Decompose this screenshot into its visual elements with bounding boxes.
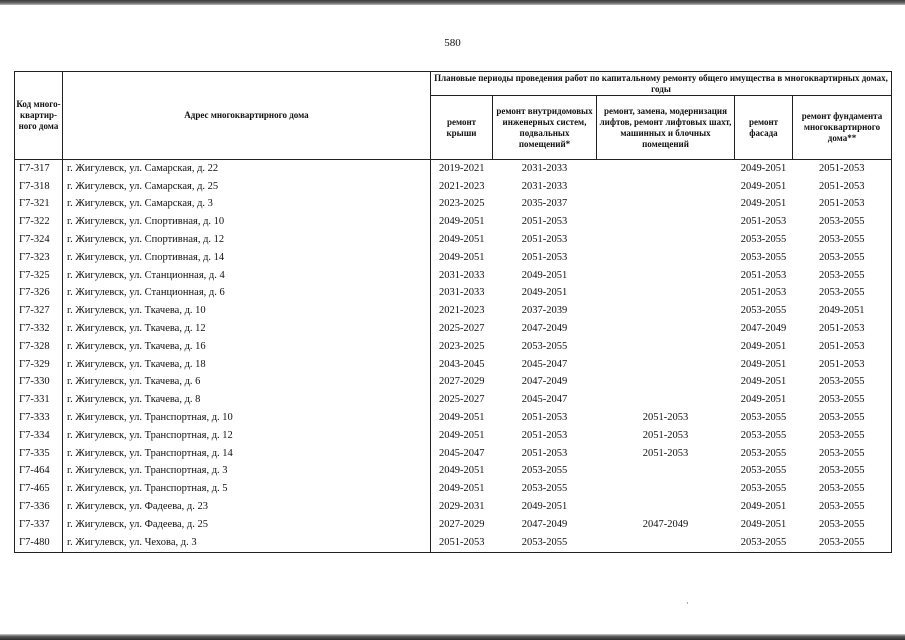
cell-code: Г7-464 bbox=[15, 463, 63, 481]
cell-address: г. Жигулевск, ул. Самарская, д. 3 bbox=[63, 196, 431, 214]
table-row bbox=[15, 516, 892, 534]
cell-code: Г7-480 bbox=[15, 534, 63, 552]
table-row bbox=[15, 463, 892, 481]
cell-facade: 2049-2051 bbox=[740, 162, 787, 174]
cell-systems: 2049-2051 bbox=[521, 269, 568, 281]
cell-facade: 2049-2051 bbox=[740, 198, 787, 210]
cell-foundation: 2051-2053 bbox=[793, 320, 892, 338]
table-row bbox=[15, 320, 892, 338]
cell-foundation: 2053-2055 bbox=[793, 213, 892, 231]
cell-address: г. Жигулевск, ул. Транспортная, д. 5 bbox=[63, 480, 431, 498]
cell-address: г. Жигулевск, ул. Спортивная, д. 10 bbox=[63, 213, 431, 231]
cell-elevators: 2051-2053 bbox=[642, 429, 689, 441]
cell-elevators bbox=[597, 231, 735, 249]
cell-elevators bbox=[597, 391, 735, 409]
table-row bbox=[15, 445, 892, 463]
cell-code: Г7-322 bbox=[15, 213, 63, 231]
cell-facade: 2053-2055 bbox=[740, 429, 787, 441]
cell-roof: 2029-2031 bbox=[431, 498, 493, 516]
cell-code: Г7-465 bbox=[15, 480, 63, 498]
cell-systems: 2053-2055 bbox=[521, 340, 568, 352]
cell-foundation: 2053-2055 bbox=[793, 231, 892, 249]
cell-systems: 2035-2037 bbox=[521, 198, 568, 210]
cell-facade: 2053-2055 bbox=[740, 305, 787, 317]
table-header bbox=[15, 72, 892, 160]
header-foundation: ремонт фундамента многоквартирного дома** bbox=[793, 96, 892, 160]
cell-systems: 2051-2053 bbox=[521, 447, 568, 459]
cell-facade: 2049-2051 bbox=[740, 394, 787, 406]
cell-address: г. Жигулевск, ул. Станционная, д. 4 bbox=[63, 267, 431, 285]
cell-foundation: 2049-2051 bbox=[793, 302, 892, 320]
cell-roof: 2023-2025 bbox=[431, 196, 493, 214]
cell-code: Г7-332 bbox=[15, 320, 63, 338]
cell-elevators bbox=[597, 480, 735, 498]
cell-code: Г7-336 bbox=[15, 498, 63, 516]
table-row bbox=[15, 374, 892, 392]
cell-address: г. Жигулевск, ул. Фадеева, д. 23 bbox=[63, 498, 431, 516]
cell-facade: 2049-2051 bbox=[740, 340, 787, 352]
cell-foundation: 2051-2053 bbox=[793, 356, 892, 374]
cell-roof: 2051-2053 bbox=[431, 534, 493, 552]
cell-address: г. Жигулевск, ул. Ткачева, д. 10 bbox=[63, 302, 431, 320]
cell-code: Г7-330 bbox=[15, 374, 63, 392]
cell-foundation: 2053-2055 bbox=[793, 480, 892, 498]
cell-roof: 2031-2033 bbox=[431, 267, 493, 285]
table-row bbox=[15, 498, 892, 516]
header-facade: ремонт фасада bbox=[735, 96, 793, 160]
cell-address: г. Жигулевск, ул. Транспортная, д. 12 bbox=[63, 427, 431, 445]
cell-roof: 2027-2029 bbox=[431, 516, 493, 534]
cell-roof: 2027-2029 bbox=[431, 374, 493, 392]
cell-elevators bbox=[597, 249, 735, 267]
repair-schedule-table bbox=[14, 71, 892, 553]
cell-elevators bbox=[597, 285, 735, 303]
header-elevators: ремонт, замена, модернизация лифтов, ремонт лифтовых шахт, машинных и блочных помещений bbox=[597, 96, 735, 160]
cell-address: г. Жигулевск, ул. Самарская, д. 25 bbox=[63, 178, 431, 196]
cell-facade: 2053-2055 bbox=[740, 483, 787, 495]
table-row bbox=[15, 267, 892, 285]
cell-facade: 2053-2055 bbox=[740, 412, 787, 424]
table-body bbox=[15, 160, 892, 553]
cell-code: Г7-335 bbox=[15, 445, 63, 463]
cell-systems: 2051-2053 bbox=[521, 234, 568, 246]
cell-code: Г7-327 bbox=[15, 302, 63, 320]
cell-address: г. Жигулевск, ул. Самарская, д. 22 bbox=[63, 160, 431, 178]
cell-roof: 2031-2033 bbox=[431, 285, 493, 303]
table-row bbox=[15, 285, 892, 303]
cell-elevators: 2051-2053 bbox=[642, 447, 689, 459]
cell-roof: 2021-2023 bbox=[431, 178, 493, 196]
cell-code: Г7-318 bbox=[15, 178, 63, 196]
cell-foundation: 2053-2055 bbox=[793, 427, 892, 445]
cell-facade: 2049-2051 bbox=[740, 376, 787, 388]
cell-address: г. Жигулевск, ул. Фадеева, д. 25 bbox=[63, 516, 431, 534]
cell-address: г. Жигулевск, ул. Транспортная, д. 14 bbox=[63, 445, 431, 463]
cell-foundation: 2053-2055 bbox=[793, 374, 892, 392]
cell-roof: 2049-2051 bbox=[431, 213, 493, 231]
cell-roof: 2049-2051 bbox=[431, 249, 493, 267]
cell-address: г. Жигулевск, ул. Спортивная, д. 14 bbox=[63, 249, 431, 267]
cell-code: Г7-329 bbox=[15, 356, 63, 374]
cell-foundation: 2053-2055 bbox=[793, 285, 892, 303]
cell-facade: 2051-2053 bbox=[740, 269, 787, 281]
cell-systems: 2051-2053 bbox=[521, 412, 568, 424]
cell-elevators bbox=[597, 320, 735, 338]
cell-systems: 2037-2039 bbox=[521, 305, 568, 317]
scan-edge-top bbox=[0, 0, 905, 5]
cell-code: Г7-326 bbox=[15, 285, 63, 303]
cell-facade: 2053-2055 bbox=[740, 234, 787, 246]
cell-code: Г7-324 bbox=[15, 231, 63, 249]
cell-address: г. Жигулевск, ул. Ткачева, д. 18 bbox=[63, 356, 431, 374]
cell-code: Г7-321 bbox=[15, 196, 63, 214]
cell-facade: 2049-2051 bbox=[740, 180, 787, 192]
cell-facade: 2049-2051 bbox=[740, 501, 787, 513]
cell-roof: 2025-2027 bbox=[431, 320, 493, 338]
cell-facade: 2053-2055 bbox=[740, 465, 787, 477]
cell-systems: 2053-2055 bbox=[521, 465, 568, 477]
cell-facade: 2049-2051 bbox=[740, 518, 787, 530]
cell-elevators bbox=[597, 213, 735, 231]
cell-foundation: 2053-2055 bbox=[793, 498, 892, 516]
cell-elevators bbox=[597, 267, 735, 285]
header-code: Код много-квартир-ного дома bbox=[15, 72, 63, 160]
cell-systems: 2031-2033 bbox=[521, 162, 568, 174]
cell-systems: 2045-2047 bbox=[521, 358, 568, 370]
cell-code: Г7-323 bbox=[15, 249, 63, 267]
cell-systems: 2053-2055 bbox=[521, 483, 568, 495]
cell-address: г. Жигулевск, ул. Чехова, д. 3 bbox=[63, 534, 431, 552]
header-roof: ремонт крыши bbox=[431, 96, 493, 160]
table-row bbox=[15, 249, 892, 267]
cell-roof: 2045-2047 bbox=[431, 445, 493, 463]
header-periods-group: Плановые периоды проведения работ по капитальному ремонту общего имущества в многоквартирных домах, годы bbox=[431, 72, 892, 96]
scan-speck: · bbox=[686, 598, 689, 608]
cell-systems: 2045-2047 bbox=[521, 394, 568, 406]
header-address: Адрес многоквартирного дома bbox=[63, 72, 431, 160]
cell-facade: 2053-2055 bbox=[735, 534, 793, 552]
cell-systems: 2053-2055 bbox=[493, 534, 597, 552]
cell-code: Г7-331 bbox=[15, 391, 63, 409]
cell-facade: 2049-2051 bbox=[740, 358, 787, 370]
table-row bbox=[15, 178, 892, 196]
cell-systems: 2049-2051 bbox=[521, 501, 568, 513]
table-row bbox=[15, 480, 892, 498]
cell-roof: 2025-2027 bbox=[431, 391, 493, 409]
scan-edge-bottom bbox=[0, 634, 905, 640]
cell-systems: 2051-2053 bbox=[521, 216, 568, 228]
header-systems: ремонт внутридомовых инженерных систем, подвальных помещений* bbox=[493, 96, 597, 160]
cell-elevators bbox=[597, 196, 735, 214]
cell-foundation: 2053-2055 bbox=[793, 445, 892, 463]
cell-systems: 2051-2053 bbox=[521, 251, 568, 263]
cell-roof: 2049-2051 bbox=[431, 427, 493, 445]
cell-foundation: 2053-2055 bbox=[793, 534, 892, 552]
cell-elevators bbox=[597, 178, 735, 196]
table-row bbox=[15, 160, 892, 178]
table-row bbox=[15, 213, 892, 231]
cell-facade: 2047-2049 bbox=[740, 323, 787, 335]
cell-roof: 2049-2051 bbox=[431, 463, 493, 481]
cell-roof: 2049-2051 bbox=[431, 231, 493, 249]
cell-systems: 2031-2033 bbox=[521, 180, 568, 192]
cell-foundation: 2051-2053 bbox=[793, 338, 892, 356]
cell-address: г. Жигулевск, ул. Транспортная, д. 3 bbox=[63, 463, 431, 481]
cell-elevators bbox=[597, 338, 735, 356]
cell-systems: 2047-2049 bbox=[521, 376, 568, 388]
table-row bbox=[15, 338, 892, 356]
cell-code: Г7-328 bbox=[15, 338, 63, 356]
table-row bbox=[15, 231, 892, 249]
cell-code: Г7-333 bbox=[15, 409, 63, 427]
cell-elevators bbox=[597, 374, 735, 392]
cell-systems: 2049-2051 bbox=[521, 287, 568, 299]
cell-address: г. Жигулевск, ул. Ткачева, д. 16 bbox=[63, 338, 431, 356]
cell-code: Г7-337 bbox=[15, 516, 63, 534]
cell-roof: 2021-2023 bbox=[431, 302, 493, 320]
cell-foundation: 2053-2055 bbox=[793, 267, 892, 285]
cell-roof: 2049-2051 bbox=[431, 409, 493, 427]
table-row bbox=[15, 302, 892, 320]
cell-foundation: 2051-2053 bbox=[793, 160, 892, 178]
cell-code: Г7-325 bbox=[15, 267, 63, 285]
cell-address: г. Жигулевск, ул. Ткачева, д. 12 bbox=[63, 320, 431, 338]
cell-systems: 2047-2049 bbox=[521, 518, 568, 530]
cell-roof: 2023-2025 bbox=[431, 338, 493, 356]
cell-elevators bbox=[597, 534, 735, 552]
cell-address: г. Жигулевск, ул. Ткачева, д. 6 bbox=[63, 374, 431, 392]
cell-address: г. Жигулевск, ул. Транспортная, д. 10 bbox=[63, 409, 431, 427]
table-row bbox=[15, 391, 892, 409]
cell-facade: 2051-2053 bbox=[740, 287, 787, 299]
table-row bbox=[15, 534, 892, 552]
cell-foundation: 2053-2055 bbox=[793, 463, 892, 481]
cell-facade: 2053-2055 bbox=[740, 447, 787, 459]
cell-foundation: 2051-2053 bbox=[793, 178, 892, 196]
cell-foundation: 2053-2055 bbox=[793, 516, 892, 534]
cell-facade: 2051-2053 bbox=[740, 216, 787, 228]
table-row bbox=[15, 356, 892, 374]
cell-elevators bbox=[597, 463, 735, 481]
cell-roof: 2043-2045 bbox=[431, 356, 493, 374]
cell-foundation: 2053-2055 bbox=[793, 391, 892, 409]
cell-elevators bbox=[597, 498, 735, 516]
table-row bbox=[15, 196, 892, 214]
cell-address: г. Жигулевск, ул. Спортивная, д. 12 bbox=[63, 231, 431, 249]
cell-roof: 2049-2051 bbox=[431, 480, 493, 498]
cell-foundation: 2051-2053 bbox=[793, 196, 892, 214]
cell-elevators: 2047-2049 bbox=[642, 518, 689, 530]
page-number: 580 bbox=[444, 37, 461, 49]
cell-address: г. Жигулевск, ул. Ткачева, д. 8 bbox=[63, 391, 431, 409]
cell-code: Г7-334 bbox=[15, 427, 63, 445]
cell-foundation: 2053-2055 bbox=[793, 409, 892, 427]
cell-systems: 2047-2049 bbox=[521, 323, 568, 335]
cell-facade: 2053-2055 bbox=[740, 251, 787, 263]
cell-roof: 2019-2021 bbox=[431, 160, 493, 178]
cell-elevators bbox=[597, 302, 735, 320]
cell-elevators bbox=[597, 160, 735, 178]
cell-elevators bbox=[597, 356, 735, 374]
cell-address: г. Жигулевск, ул. Станционная, д. 6 bbox=[63, 285, 431, 303]
cell-systems: 2051-2053 bbox=[521, 429, 568, 441]
cell-code: Г7-317 bbox=[15, 160, 63, 178]
table-row bbox=[15, 427, 892, 445]
table-row bbox=[15, 409, 892, 427]
cell-foundation: 2053-2055 bbox=[793, 249, 892, 267]
cell-elevators: 2051-2053 bbox=[642, 412, 689, 424]
